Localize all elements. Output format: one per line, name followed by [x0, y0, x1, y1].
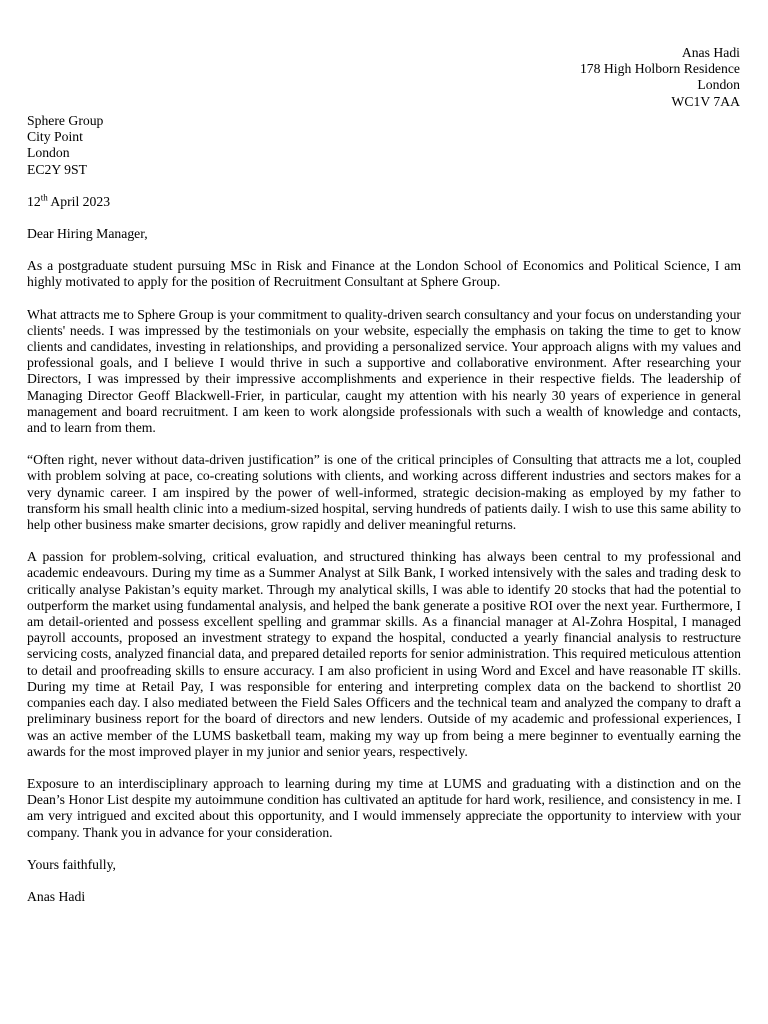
paragraph-conclusion: Exposure to an interdisciplinary approach to learning during my time at LUMS and graduating with a distinction and on the Dean’s Honor List despite my autoimmune condition has cultivated an aptitude for hard work, resilience, and consistency in me. I am very intrigued and excited about this opportunity, and I would immensely appreciate the opportunity to interview with your company. Thank you in advance for your consideration. — [27, 775, 741, 840]
signature: Anas Hadi — [27, 888, 86, 904]
recipient-address-line: City Point — [27, 129, 83, 145]
date-suffix: th — [40, 192, 48, 203]
letter-date — [27, 194, 741, 210]
closing: Yours faithfully, — [27, 856, 116, 872]
letter-body — [27, 113, 741, 905]
recipient-company: Sphere Group — [27, 113, 104, 128]
salutation: Dear Hiring Manager, — [27, 226, 148, 242]
sender-name: Anas Hadi — [681, 45, 740, 60]
paragraph-motivation: What attracts me to Sphere Group is your commitment to quality-driven search consultancy and your focus on understanding your clients' needs. I was impressed by the testimonials on your website, especially the emphasis on taking the time to get to know clients and candidates, investing in relationships, and providing a personalized service. Your approach aligns with my values and professional goals, and I believe I would thrive in such a supportive and collaborative environment. After researching your Directors, I was impressed by their impressive accomplishments and experience in their respective fields. The leadership of Managing Director Geoff Blackwell-Frier, in particular, caught my attention with his nearly 30 years of experience in general management and board recruitment. I am keen to work alongside professionals with such a wealth of knowledge and contacts, and to learn from them. — [27, 306, 741, 436]
date-day: 12 — [27, 193, 41, 209]
paragraph-intro: As a postgraduate student pursuing MSc in Risk and Finance at the London School of Economics and Political Science, I am highly motivated to apply for the position of Recruitment Consultant at Sphere Group. — [27, 258, 741, 290]
recipient-postcode: EC2Y 9ST — [27, 161, 87, 177]
sender-address-line: 178 High Holborn Residence — [579, 61, 740, 77]
recipient-address-block — [27, 113, 741, 178]
paragraph-experience: A passion for problem-solving, critical evaluation, and structured thinking has always been central to my professional and academic endeavours. During my time as a Summer Analyst at Silk Bank, I worked intensively with the sales and trading desk to critically analyse Pakistan’s equity market. Through my analytical skills, I was able to identify 20 stocks that had the potential to outperform the market using fundamental analysis, and helped the bank generate a positive ROI over the next year. Furthermore, I am detail-oriented and possess excellent spelling and grammar skills. As a financial manager at Al-Zohra Hospital, I managed payroll accounts, proposed an investment strategy to expand the hospital, conducted a yearly financial analysis to restructure servicing costs, analyzed financial data, and prepared detailed reports for senior administration. This required meticulous attention to detail and proofreading skills to ensure accuracy. I am also proficient in using Word and Excel and have reasonable IT skills. During my time at Retail Pay, I was responsible for entering and interpreting complex data on the backend to shortlist 20 companies each day. I also mediated between the Field Sales Officers and the technical team and analyzed the company to draft a preliminary business report for the board of directors and new lenders. Outside of my academic and professional experiences, I was an active member of the LUMS basketball team, making my way up from being a mere beginner to eventually earning the awards for the most improved player in my junior and senior years, respectively. — [27, 549, 741, 759]
sender-postcode: WC1V 7AA — [671, 93, 740, 109]
paragraph-principles: “Often right, never without data-driven justification” is one of the critical principles of Consulting that attracts me a lot, coupled with problem solving at pace, co-creating solutions with clients, and working across different industries and sectors makes for a very dynamic career. I am inspired by the power of well-informed, strategic decision-making as employed by my father to transform his small health clinic into a medium-sized hospital, serving hundreds of patients daily. I wish to use this same ability to help other business make smarter decisions, grow rapidly and deliver meaningful returns. — [27, 452, 741, 533]
sender-city: London — [697, 77, 740, 93]
recipient-city: London — [27, 145, 70, 161]
sender-address-block — [580, 45, 740, 110]
date-month-year: April 2023 — [47, 193, 111, 209]
